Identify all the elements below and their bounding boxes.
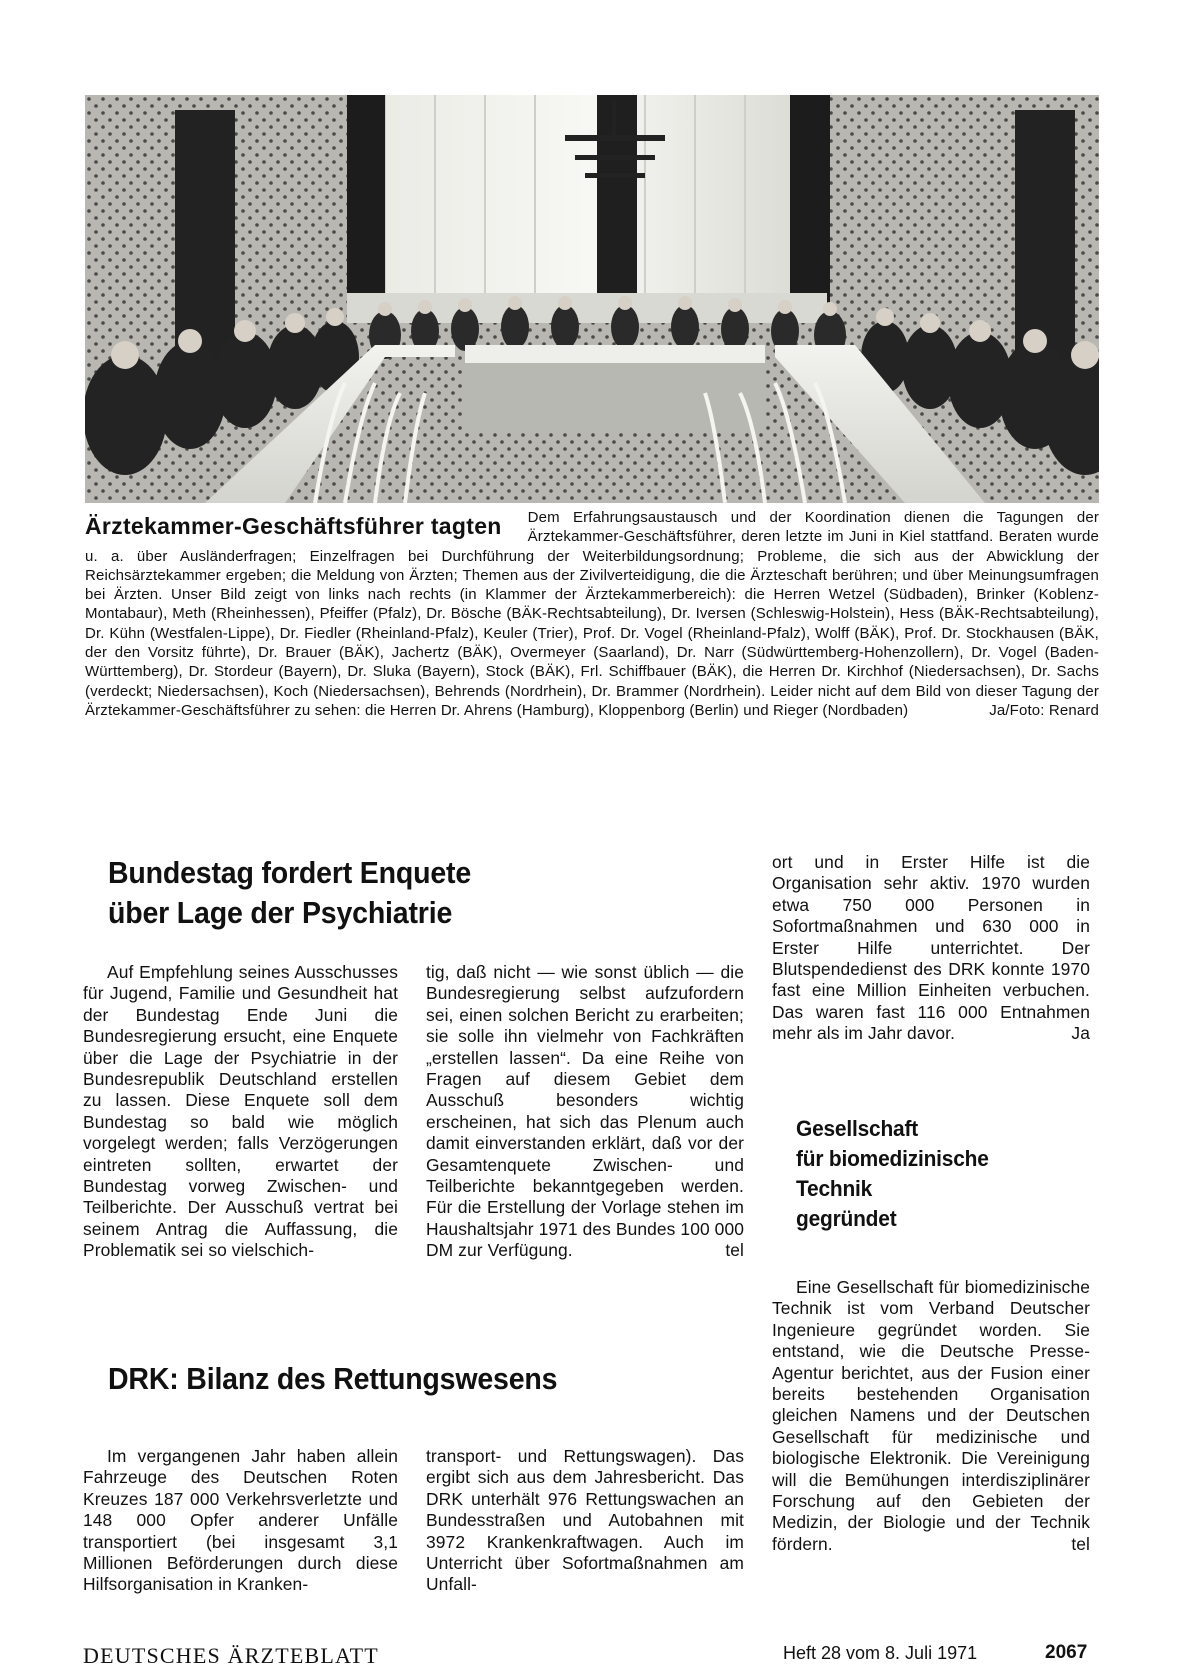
article3-body-text: Eine Gesellschaft für biomedizinische Technik ist vom Verband Deutscher Ingenieure gegründet worden. Sie entstand, wie die Deutsche Presse-Agentur berichtet, aus der Fusion einer bereits bestehenden Organisation gleichen Namens und der Deutschen Gesellschaft für medizinische und biologische Elektronik. Die Vereinigung will die Bemühungen interdisziplinärer Forschung auf den Gebieten der Medizin, der Biologie und der Technik fördern. bbox=[772, 1277, 1090, 1554]
article1-headline bbox=[108, 853, 550, 933]
article1-headline-line1: Bundestag fordert Enquete bbox=[108, 855, 472, 890]
article3-signature: tel bbox=[1071, 1533, 1090, 1554]
article2-column1 bbox=[83, 1446, 398, 1596]
article3-headline-line3: Technik bbox=[796, 1176, 873, 1201]
article2-column3 bbox=[772, 852, 1090, 1045]
article2-col2-text: transport- und Rettungswagen). Das ergibt sich aus dem Jahresbericht. Das DRK unterhält 976 Rettungswachen an Bundesstraßen und Autobahnen mit 3972 Krankenkraftwagen. Auch im Unterricht über Sofortmaßnahmen am Unfall- bbox=[426, 1446, 744, 1595]
article2-col1-text: Im vergangenen Jahr haben allein Fahrzeuge des Deutschen Roten Kreuzes 187 000 Verkehrsverletzte und 148 000 Opfer anderer Unfälle transportiert (bei insgesamt 3,1 Millionen Beförderungen durch diese Hilfsorganisation in Kranken- bbox=[83, 1446, 398, 1595]
article1-column1 bbox=[83, 962, 398, 1262]
photo-credit: Ja/Foto: Renard bbox=[989, 701, 1099, 719]
meeting-photo-drawing bbox=[85, 95, 1099, 503]
page-number: 2067 bbox=[1045, 1642, 1088, 1663]
article2-col3-text: ort und in Erster Hilfe ist die Organisation sehr aktiv. 1970 wurden etwa 750 000 Personen in Sofortmaßnahmen und 630 000 in Erster Hilfe unterrichtet. Der Blutspendedienst des DRK konnte 1970 fast eine Million Einheiten verbuchen. Das waren fast 116 000 Entnahmen mehr als im Jahr davor. bbox=[772, 852, 1090, 1044]
article1-col2-text: tig, daß nicht — wie sonst üblich — die Bundesregierung selbst aufzufordern sei, einen solchen Bericht zu erarbeiten; sie solle ihn vielmehr von Fachkräften „erstellen lassen“. Da eine Reihe von Fragen auf diesem Gebiet dem Ausschuß besonders wichtig erscheinen, hat sich das Plenum auch damit einverstanden erklärt, daß vor der Gesamtenquete Zwischen- und Teilberichte bekanntgegeben werden. Für die Erstellung der Vorlage stehen im Haushaltsjahr 1971 des Bundes 100 000 DM zur Verfügung. bbox=[426, 962, 744, 1261]
article3-headline-line4: gegründet bbox=[796, 1206, 897, 1231]
article3-headline-line2: für biomedizinische bbox=[796, 1146, 989, 1171]
article1-headline-line2: über Lage der Psychiatrie bbox=[108, 895, 453, 930]
article1-col1-text: Auf Empfehlung seines Ausschusses für Jugend, Familie und Gesundheit hat der Bundestag Ende Juni die Bundesregierung ersucht, eine Enquete über die Lage der Psychiatrie in der Bundesrepublik Deutschland erstellen zu lassen. Diese Enquete soll dem Bundestag so bald wie möglich vorgelegt werden; falls Verzögerungen eintreten sollten, erwartet der Bundestag vorweg Zwischen- und Teilberichte. Der Ausschuß vertrat bei seinem Antrag die Auffassung, die Problematik sei so vielschich- bbox=[83, 962, 398, 1261]
caption-text: Dem Erfahrungsaustausch und der Koordination dienen die Tagungen der Ärztekammer-Geschäftsführer, deren letzte im Juni in Kiel stattfand. Beraten wurde u. a. über Ausländerfragen; Einzelfragen bei Durchführung der Weiterbildungsordnung; Probleme, die sich aus der Abwicklung der Reichsärztekammer ergeben; die Meldung von Ärzten; Themen aus der Zivilverteidigung, die die Ärzteschaft berühren; und über Meinungsumfragen bei Ärzten. Unser Bild zeigt von links nach rechts (in Klammer der Ärztekammerbereich): die Herren Wetzel (Südbaden), Brinker (Koblenz-Montabaur), Meth (Rheinhessen), Pfeiffer (Pfalz), Dr. Bösche (BÄK-Rechtsabteilung), Dr. Iversen (Schleswig-Holstein), Hess (BÄK-Rechtsabteilung), Dr. Kühn (Westfalen-Lippe), Dr. Fiedler (Rheinland-Pfalz), Keuler (Trier), Prof. Dr. Vogel (Rheinland-Pfalz), Wolff (BÄK), Prof. Dr. Stockhausen (BÄK, der den Vorsitz führte), Dr. Brauer (BÄK), Jachertz (BÄK), Overmeyer (Saarland), Dr. Narr (Südwürttemberg-Hohenzollern), Dr. Vogel (Baden-Württemberg), Dr. Stordeur (Bayern), Dr. Sluka (Bayern), Stock (BÄK), Frl. Schiffbauer (BÄK), die Herren Dr. Kirchhof (Niedersachsen), Dr. Sachs (verdeckt; Niedersachsen), Koch (Niedersachsen), Behrends (Nordrhein), Dr. Brammer (Nordrhein). Leider nicht auf dem Bild von dieser Tagung der Ärztekammer-Geschäftsführer zu sehen: die Herren Dr. Ahrens (Hamburg), Kloppenborg (Berlin) und Rieger (Nordbaden) bbox=[85, 509, 1099, 719]
article3-headline-line1: Gesellschaft bbox=[796, 1116, 919, 1141]
issue-info: Heft 28 vom 8. Juli 1971 bbox=[783, 1643, 978, 1663]
article1-signature: tel bbox=[725, 1240, 744, 1261]
article2-signature: Ja bbox=[1071, 1023, 1090, 1044]
article3-headline bbox=[796, 1114, 1081, 1234]
photo-caption bbox=[85, 508, 1099, 720]
article2-headline: DRK: Bilanz des Rettungswesens bbox=[108, 1361, 558, 1396]
article2-column2 bbox=[426, 1446, 744, 1596]
meeting-photo bbox=[85, 95, 1099, 503]
caption-title: Ärztekammer-Geschäftsführer tagten bbox=[85, 513, 502, 539]
article1-column2 bbox=[426, 962, 744, 1262]
publication-name: DEUTSCHES ÄRZTEBLATT bbox=[83, 1643, 379, 1668]
article3-body bbox=[772, 1277, 1090, 1555]
